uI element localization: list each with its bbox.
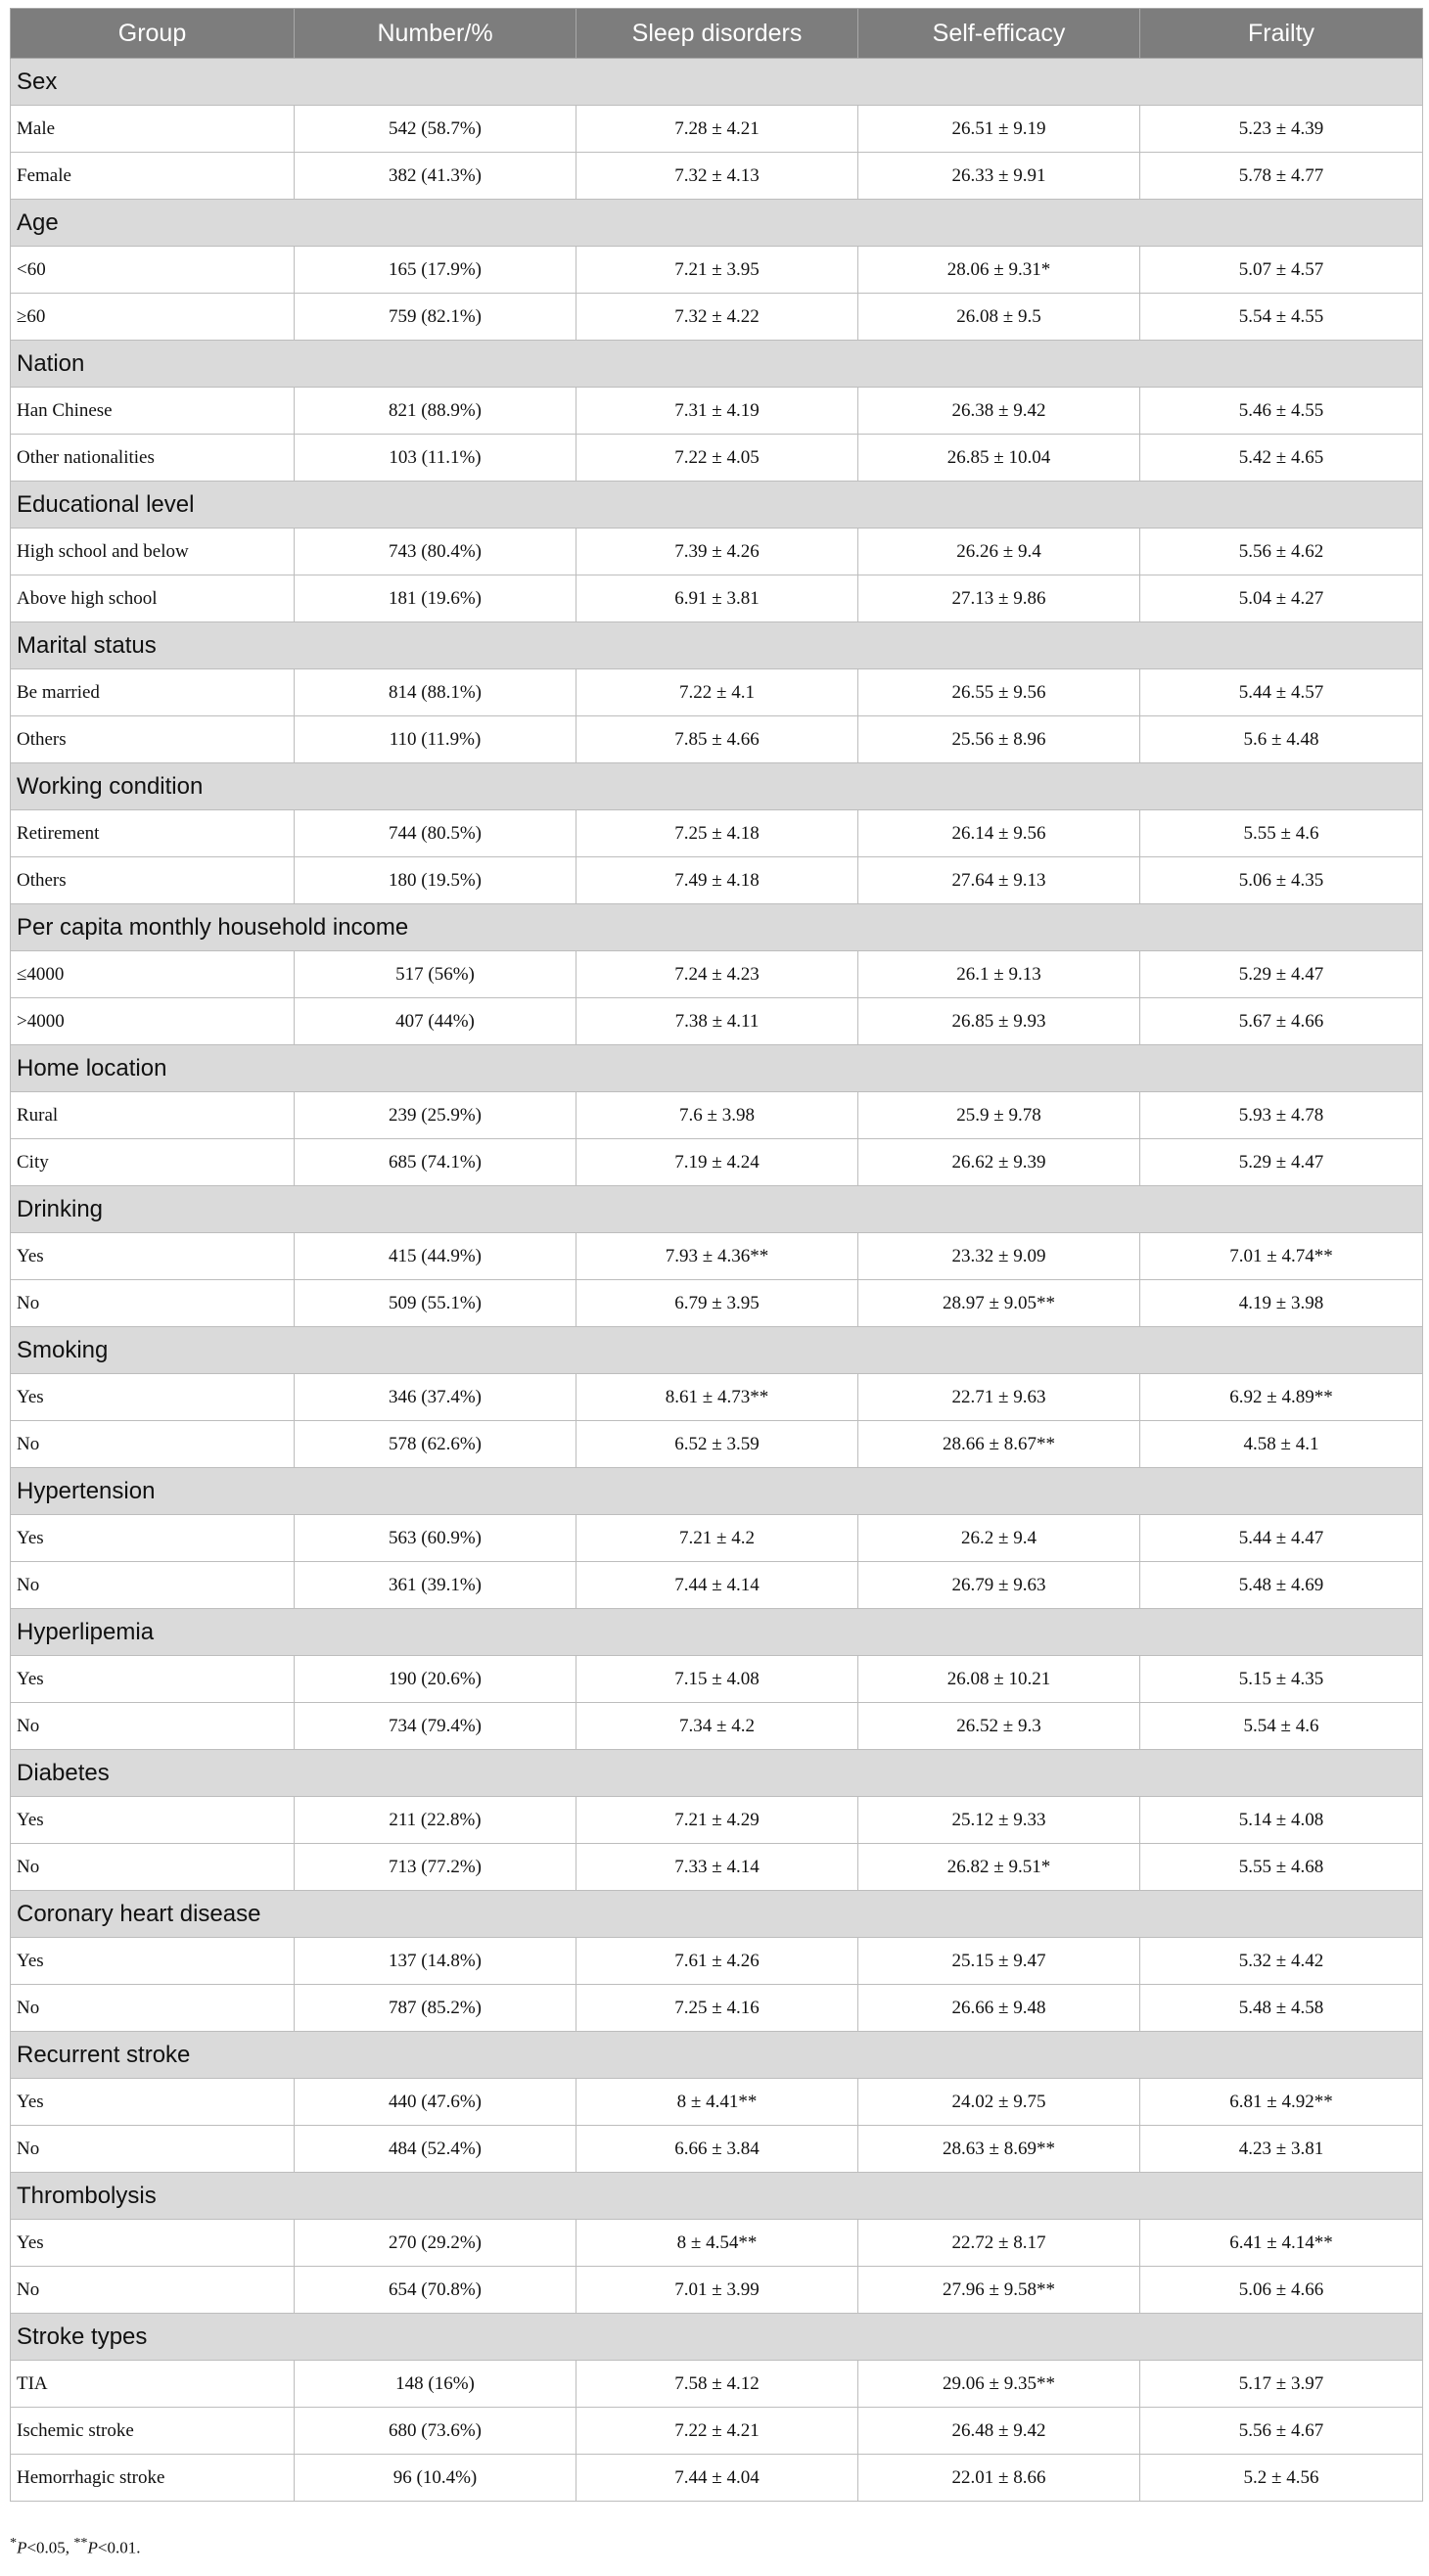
self-efficacy-cell: 26.14 ± 9.56 — [858, 810, 1140, 857]
sleep-disorders-cell: 7.32 ± 4.22 — [576, 294, 858, 341]
table-row — [11, 1938, 1423, 1985]
self-efficacy-cell: 26.2 ± 9.4 — [858, 1515, 1140, 1562]
row-label: Others — [11, 716, 295, 763]
group-header-row — [11, 1327, 1423, 1374]
row-label: Other nationalities — [11, 435, 295, 482]
self-efficacy-cell: 25.56 ± 8.96 — [858, 716, 1140, 763]
number-cell: 685 (74.1%) — [295, 1139, 576, 1186]
sleep-disorders-cell: 7.21 ± 3.95 — [576, 247, 858, 294]
self-efficacy-cell: 22.71 ± 9.63 — [858, 1374, 1140, 1421]
self-efficacy-cell: 28.66 ± 8.67** — [858, 1421, 1140, 1468]
row-label: Yes — [11, 2079, 295, 2126]
self-efficacy-cell: 26.26 ± 9.4 — [858, 529, 1140, 575]
self-efficacy-cell: 26.85 ± 10.04 — [858, 435, 1140, 482]
sleep-disorders-cell: 7.44 ± 4.04 — [576, 2455, 858, 2502]
group-title: Educational level — [11, 482, 1423, 529]
number-cell: 270 (29.2%) — [295, 2220, 576, 2267]
footnote-text-2: <0.01. — [97, 2538, 141, 2557]
header-row — [11, 9, 1423, 59]
self-efficacy-cell: 26.38 ± 9.42 — [858, 388, 1140, 435]
frailty-cell: 5.04 ± 4.27 — [1140, 575, 1423, 622]
sleep-disorders-cell: 7.22 ± 4.21 — [576, 2408, 858, 2455]
row-label: Others — [11, 857, 295, 904]
number-cell: 180 (19.5%) — [295, 857, 576, 904]
sleep-disorders-cell: 7.24 ± 4.23 — [576, 951, 858, 998]
group-header-row — [11, 482, 1423, 529]
group-title: Sex — [11, 59, 1423, 106]
group-title: Stroke types — [11, 2314, 1423, 2361]
frailty-cell: 6.92 ± 4.89** — [1140, 1374, 1423, 1421]
self-efficacy-cell: 26.08 ± 9.5 — [858, 294, 1140, 341]
table-row — [11, 2220, 1423, 2267]
sleep-disorders-cell: 7.21 ± 4.2 — [576, 1515, 858, 1562]
sleep-disorders-cell: 7.6 ± 3.98 — [576, 1092, 858, 1139]
group-title: Recurrent stroke — [11, 2032, 1423, 2079]
frailty-cell: 5.44 ± 4.47 — [1140, 1515, 1423, 1562]
sleep-disorders-cell: 7.21 ± 4.29 — [576, 1797, 858, 1844]
table-row — [11, 1421, 1423, 1468]
table-row — [11, 1139, 1423, 1186]
table-row — [11, 1280, 1423, 1327]
row-label: No — [11, 2126, 295, 2173]
group-title: Hypertension — [11, 1468, 1423, 1515]
self-efficacy-cell: 24.02 ± 9.75 — [858, 2079, 1140, 2126]
number-cell: 787 (85.2%) — [295, 1985, 576, 2032]
frailty-cell: 5.29 ± 4.47 — [1140, 1139, 1423, 1186]
frailty-cell: 5.23 ± 4.39 — [1140, 106, 1423, 153]
table-row — [11, 2361, 1423, 2408]
number-cell: 734 (79.4%) — [295, 1703, 576, 1750]
group-header-row — [11, 1891, 1423, 1938]
self-efficacy-cell: 27.64 ± 9.13 — [858, 857, 1140, 904]
number-cell: 211 (22.8%) — [295, 1797, 576, 1844]
frailty-cell: 6.41 ± 4.14** — [1140, 2220, 1423, 2267]
row-label: Retirement — [11, 810, 295, 857]
group-header-row — [11, 2314, 1423, 2361]
number-cell: 744 (80.5%) — [295, 810, 576, 857]
row-label: Ischemic stroke — [11, 2408, 295, 2455]
number-cell: 743 (80.4%) — [295, 529, 576, 575]
number-cell: 96 (10.4%) — [295, 2455, 576, 2502]
table-row — [11, 2455, 1423, 2502]
number-cell: 713 (77.2%) — [295, 1844, 576, 1891]
group-header-row — [11, 2032, 1423, 2079]
row-label: No — [11, 1562, 295, 1609]
row-label: Rural — [11, 1092, 295, 1139]
sleep-disorders-cell: 7.32 ± 4.13 — [576, 153, 858, 200]
sleep-disorders-cell: 7.38 ± 4.11 — [576, 998, 858, 1045]
self-efficacy-cell: 25.12 ± 9.33 — [858, 1797, 1140, 1844]
table-row — [11, 716, 1423, 763]
self-efficacy-cell: 26.48 ± 9.42 — [858, 2408, 1140, 2455]
frailty-cell: 4.19 ± 3.98 — [1140, 1280, 1423, 1327]
group-header-row — [11, 2173, 1423, 2220]
number-cell: 578 (62.6%) — [295, 1421, 576, 1468]
data-table-container — [10, 8, 1422, 2502]
table-row — [11, 951, 1423, 998]
frailty-cell: 5.06 ± 4.35 — [1140, 857, 1423, 904]
group-header-row — [11, 1045, 1423, 1092]
row-label: City — [11, 1139, 295, 1186]
self-efficacy-cell: 26.33 ± 9.91 — [858, 153, 1140, 200]
number-cell: 484 (52.4%) — [295, 2126, 576, 2173]
number-cell: 361 (39.1%) — [295, 1562, 576, 1609]
self-efficacy-cell: 26.82 ± 9.51* — [858, 1844, 1140, 1891]
frailty-cell: 5.14 ± 4.08 — [1140, 1797, 1423, 1844]
sleep-disorders-cell: 7.61 ± 4.26 — [576, 1938, 858, 1985]
sleep-disorders-cell: 7.58 ± 4.12 — [576, 2361, 858, 2408]
sleep-disorders-cell: 7.22 ± 4.05 — [576, 435, 858, 482]
frailty-cell: 5.17 ± 3.97 — [1140, 2361, 1423, 2408]
number-cell: 509 (55.1%) — [295, 1280, 576, 1327]
row-label: Male — [11, 106, 295, 153]
frailty-cell: 5.2 ± 4.56 — [1140, 2455, 1423, 2502]
number-cell: 148 (16%) — [295, 2361, 576, 2408]
table-row — [11, 1092, 1423, 1139]
number-cell: 181 (19.6%) — [295, 575, 576, 622]
group-title: Nation — [11, 341, 1423, 388]
table-body — [11, 59, 1423, 2502]
table-row — [11, 529, 1423, 575]
self-efficacy-cell: 26.55 ± 9.56 — [858, 669, 1140, 716]
footnote-star-1: * — [10, 2535, 18, 2551]
row-label: High school and below — [11, 529, 295, 575]
table-row — [11, 1985, 1423, 2032]
number-cell: 239 (25.9%) — [295, 1092, 576, 1139]
row-label: Yes — [11, 1656, 295, 1703]
row-label: Han Chinese — [11, 388, 295, 435]
table-row — [11, 1703, 1423, 1750]
frailty-cell: 5.56 ± 4.62 — [1140, 529, 1423, 575]
table-row — [11, 294, 1423, 341]
self-efficacy-cell: 28.06 ± 9.31* — [858, 247, 1140, 294]
table-row — [11, 1656, 1423, 1703]
group-header-row — [11, 200, 1423, 247]
frailty-cell: 5.46 ± 4.55 — [1140, 388, 1423, 435]
frailty-cell: 5.54 ± 4.55 — [1140, 294, 1423, 341]
self-efficacy-cell: 26.1 ± 9.13 — [858, 951, 1140, 998]
self-efficacy-cell: 22.72 ± 8.17 — [858, 2220, 1140, 2267]
table-row — [11, 388, 1423, 435]
frailty-cell: 6.81 ± 4.92** — [1140, 2079, 1423, 2126]
frailty-cell: 5.32 ± 4.42 — [1140, 1938, 1423, 1985]
sleep-disorders-cell: 8 ± 4.54** — [576, 2220, 858, 2267]
frailty-cell: 4.58 ± 4.1 — [1140, 1421, 1423, 1468]
header-self-efficacy: Self-efficacy — [858, 9, 1140, 59]
group-title: Working condition — [11, 763, 1423, 810]
sleep-disorders-cell: 7.28 ± 4.21 — [576, 106, 858, 153]
sleep-disorders-cell: 7.31 ± 4.19 — [576, 388, 858, 435]
row-label: ≤4000 — [11, 951, 295, 998]
self-efficacy-cell: 27.13 ± 9.86 — [858, 575, 1140, 622]
table-row — [11, 2267, 1423, 2314]
self-efficacy-cell: 26.79 ± 9.63 — [858, 1562, 1140, 1609]
self-efficacy-cell: 26.52 ± 9.3 — [858, 1703, 1140, 1750]
footnote-p-1: P — [17, 2538, 27, 2557]
number-cell: 415 (44.9%) — [295, 1233, 576, 1280]
frailty-cell: 5.55 ± 4.68 — [1140, 1844, 1423, 1891]
group-header-row — [11, 59, 1423, 106]
self-efficacy-cell: 22.01 ± 8.66 — [858, 2455, 1140, 2502]
group-title: Drinking — [11, 1186, 1423, 1233]
table-row — [11, 2079, 1423, 2126]
group-title: Smoking — [11, 1327, 1423, 1374]
self-efficacy-cell: 23.32 ± 9.09 — [858, 1233, 1140, 1280]
row-label: Yes — [11, 1515, 295, 1562]
table-row — [11, 1797, 1423, 1844]
table-row — [11, 435, 1423, 482]
sleep-disorders-cell: 7.33 ± 4.14 — [576, 1844, 858, 1891]
frailty-cell: 5.6 ± 4.48 — [1140, 716, 1423, 763]
row-label: Yes — [11, 1938, 295, 1985]
sleep-disorders-cell: 7.22 ± 4.1 — [576, 669, 858, 716]
row-label: No — [11, 1421, 295, 1468]
footnote-text-1: <0.05, — [26, 2538, 74, 2557]
group-title: Per capita monthly household income — [11, 904, 1423, 951]
sleep-disorders-cell: 6.91 ± 3.81 — [576, 575, 858, 622]
number-cell: 346 (37.4%) — [295, 1374, 576, 1421]
number-cell: 103 (11.1%) — [295, 435, 576, 482]
table-row — [11, 2408, 1423, 2455]
row-label: No — [11, 2267, 295, 2314]
row-label: No — [11, 1703, 295, 1750]
row-label: TIA — [11, 2361, 295, 2408]
self-efficacy-cell: 28.97 ± 9.05** — [858, 1280, 1140, 1327]
row-label: Yes — [11, 2220, 295, 2267]
self-efficacy-cell: 27.96 ± 9.58** — [858, 2267, 1140, 2314]
sleep-disorders-cell: 8.61 ± 4.73** — [576, 1374, 858, 1421]
frailty-cell: 5.48 ± 4.69 — [1140, 1562, 1423, 1609]
frailty-cell: 5.06 ± 4.66 — [1140, 2267, 1423, 2314]
number-cell: 680 (73.6%) — [295, 2408, 576, 2455]
sleep-disorders-cell: 7.19 ± 4.24 — [576, 1139, 858, 1186]
frailty-cell: 5.42 ± 4.65 — [1140, 435, 1423, 482]
row-label: Be married — [11, 669, 295, 716]
self-efficacy-cell: 26.66 ± 9.48 — [858, 1985, 1140, 2032]
frailty-cell: 5.15 ± 4.35 — [1140, 1656, 1423, 1703]
group-title: Marital status — [11, 622, 1423, 669]
self-efficacy-cell: 29.06 ± 9.35** — [858, 2361, 1140, 2408]
row-label: No — [11, 1844, 295, 1891]
row-label: Above high school — [11, 575, 295, 622]
number-cell: 814 (88.1%) — [295, 669, 576, 716]
number-cell: 165 (17.9%) — [295, 247, 576, 294]
sleep-disorders-cell: 7.25 ± 4.16 — [576, 1985, 858, 2032]
header-sleep-disorders: Sleep disorders — [576, 9, 858, 59]
row-label: <60 — [11, 247, 295, 294]
sleep-disorders-cell: 6.79 ± 3.95 — [576, 1280, 858, 1327]
sleep-disorders-cell: 6.52 ± 3.59 — [576, 1421, 858, 1468]
frailty-cell: 5.56 ± 4.67 — [1140, 2408, 1423, 2455]
table-row — [11, 1374, 1423, 1421]
group-title: Coronary heart disease — [11, 1891, 1423, 1938]
number-cell: 382 (41.3%) — [295, 153, 576, 200]
group-header-row — [11, 1186, 1423, 1233]
number-cell: 137 (14.8%) — [295, 1938, 576, 1985]
table-row — [11, 2126, 1423, 2173]
number-cell: 440 (47.6%) — [295, 2079, 576, 2126]
frailty-cell: 5.93 ± 4.78 — [1140, 1092, 1423, 1139]
group-header-row — [11, 904, 1423, 951]
sleep-disorders-cell: 7.34 ± 4.2 — [576, 1703, 858, 1750]
header-frailty: Frailty — [1140, 9, 1423, 59]
frailty-cell: 5.07 ± 4.57 — [1140, 247, 1423, 294]
group-title: Hyperlipemia — [11, 1609, 1423, 1656]
self-efficacy-cell: 25.9 ± 9.78 — [858, 1092, 1140, 1139]
footnote — [10, 2535, 140, 2558]
group-title: Thrombolysis — [11, 2173, 1423, 2220]
number-cell: 654 (70.8%) — [295, 2267, 576, 2314]
data-table — [10, 8, 1423, 2502]
self-efficacy-cell: 26.62 ± 9.39 — [858, 1139, 1140, 1186]
row-label: No — [11, 1280, 295, 1327]
sleep-disorders-cell: 7.39 ± 4.26 — [576, 529, 858, 575]
row-label: Yes — [11, 1374, 295, 1421]
row-label: ≥60 — [11, 294, 295, 341]
group-header-row — [11, 1468, 1423, 1515]
self-efficacy-cell: 26.08 ± 10.21 — [858, 1656, 1140, 1703]
self-efficacy-cell: 26.85 ± 9.93 — [858, 998, 1140, 1045]
number-cell: 517 (56%) — [295, 951, 576, 998]
table-row — [11, 810, 1423, 857]
header-group: Group — [11, 9, 295, 59]
table-row — [11, 1233, 1423, 1280]
table-row — [11, 669, 1423, 716]
number-cell: 542 (58.7%) — [295, 106, 576, 153]
number-cell: 110 (11.9%) — [295, 716, 576, 763]
self-efficacy-cell: 28.63 ± 8.69** — [858, 2126, 1140, 2173]
row-label: Yes — [11, 1233, 295, 1280]
group-header-row — [11, 1609, 1423, 1656]
header-number: Number/% — [295, 9, 576, 59]
frailty-cell: 5.29 ± 4.47 — [1140, 951, 1423, 998]
row-label: Hemorrhagic stroke — [11, 2455, 295, 2502]
sleep-disorders-cell: 8 ± 4.41** — [576, 2079, 858, 2126]
table-row — [11, 998, 1423, 1045]
table-row — [11, 1844, 1423, 1891]
sleep-disorders-cell: 7.25 ± 4.18 — [576, 810, 858, 857]
frailty-cell: 7.01 ± 4.74** — [1140, 1233, 1423, 1280]
sleep-disorders-cell: 7.01 ± 3.99 — [576, 2267, 858, 2314]
group-header-row — [11, 763, 1423, 810]
number-cell: 821 (88.9%) — [295, 388, 576, 435]
row-label: Yes — [11, 1797, 295, 1844]
self-efficacy-cell: 26.51 ± 9.19 — [858, 106, 1140, 153]
group-header-row — [11, 1750, 1423, 1797]
table-row — [11, 575, 1423, 622]
group-title: Age — [11, 200, 1423, 247]
frailty-cell: 5.48 ± 4.58 — [1140, 1985, 1423, 2032]
table-row — [11, 1562, 1423, 1609]
sleep-disorders-cell: 7.93 ± 4.36** — [576, 1233, 858, 1280]
table-row — [11, 106, 1423, 153]
frailty-cell: 5.67 ± 4.66 — [1140, 998, 1423, 1045]
sleep-disorders-cell: 7.15 ± 4.08 — [576, 1656, 858, 1703]
frailty-cell: 4.23 ± 3.81 — [1140, 2126, 1423, 2173]
row-label: No — [11, 1985, 295, 2032]
number-cell: 759 (82.1%) — [295, 294, 576, 341]
sleep-disorders-cell: 7.85 ± 4.66 — [576, 716, 858, 763]
table-row — [11, 1515, 1423, 1562]
group-header-row — [11, 341, 1423, 388]
sleep-disorders-cell: 7.49 ± 4.18 — [576, 857, 858, 904]
frailty-cell: 5.54 ± 4.6 — [1140, 1703, 1423, 1750]
number-cell: 407 (44%) — [295, 998, 576, 1045]
number-cell: 563 (60.9%) — [295, 1515, 576, 1562]
frailty-cell: 5.55 ± 4.6 — [1140, 810, 1423, 857]
group-title: Home location — [11, 1045, 1423, 1092]
table-row — [11, 153, 1423, 200]
sleep-disorders-cell: 6.66 ± 3.84 — [576, 2126, 858, 2173]
self-efficacy-cell: 25.15 ± 9.47 — [858, 1938, 1140, 1985]
frailty-cell: 5.78 ± 4.77 — [1140, 153, 1423, 200]
group-header-row — [11, 622, 1423, 669]
table-row — [11, 857, 1423, 904]
number-cell: 190 (20.6%) — [295, 1656, 576, 1703]
group-title: Diabetes — [11, 1750, 1423, 1797]
footnote-p-2: P — [87, 2538, 98, 2557]
row-label: Female — [11, 153, 295, 200]
sleep-disorders-cell: 7.44 ± 4.14 — [576, 1562, 858, 1609]
table-row — [11, 247, 1423, 294]
footnote-star-2: ** — [73, 2535, 88, 2551]
row-label: >4000 — [11, 998, 295, 1045]
frailty-cell: 5.44 ± 4.57 — [1140, 669, 1423, 716]
